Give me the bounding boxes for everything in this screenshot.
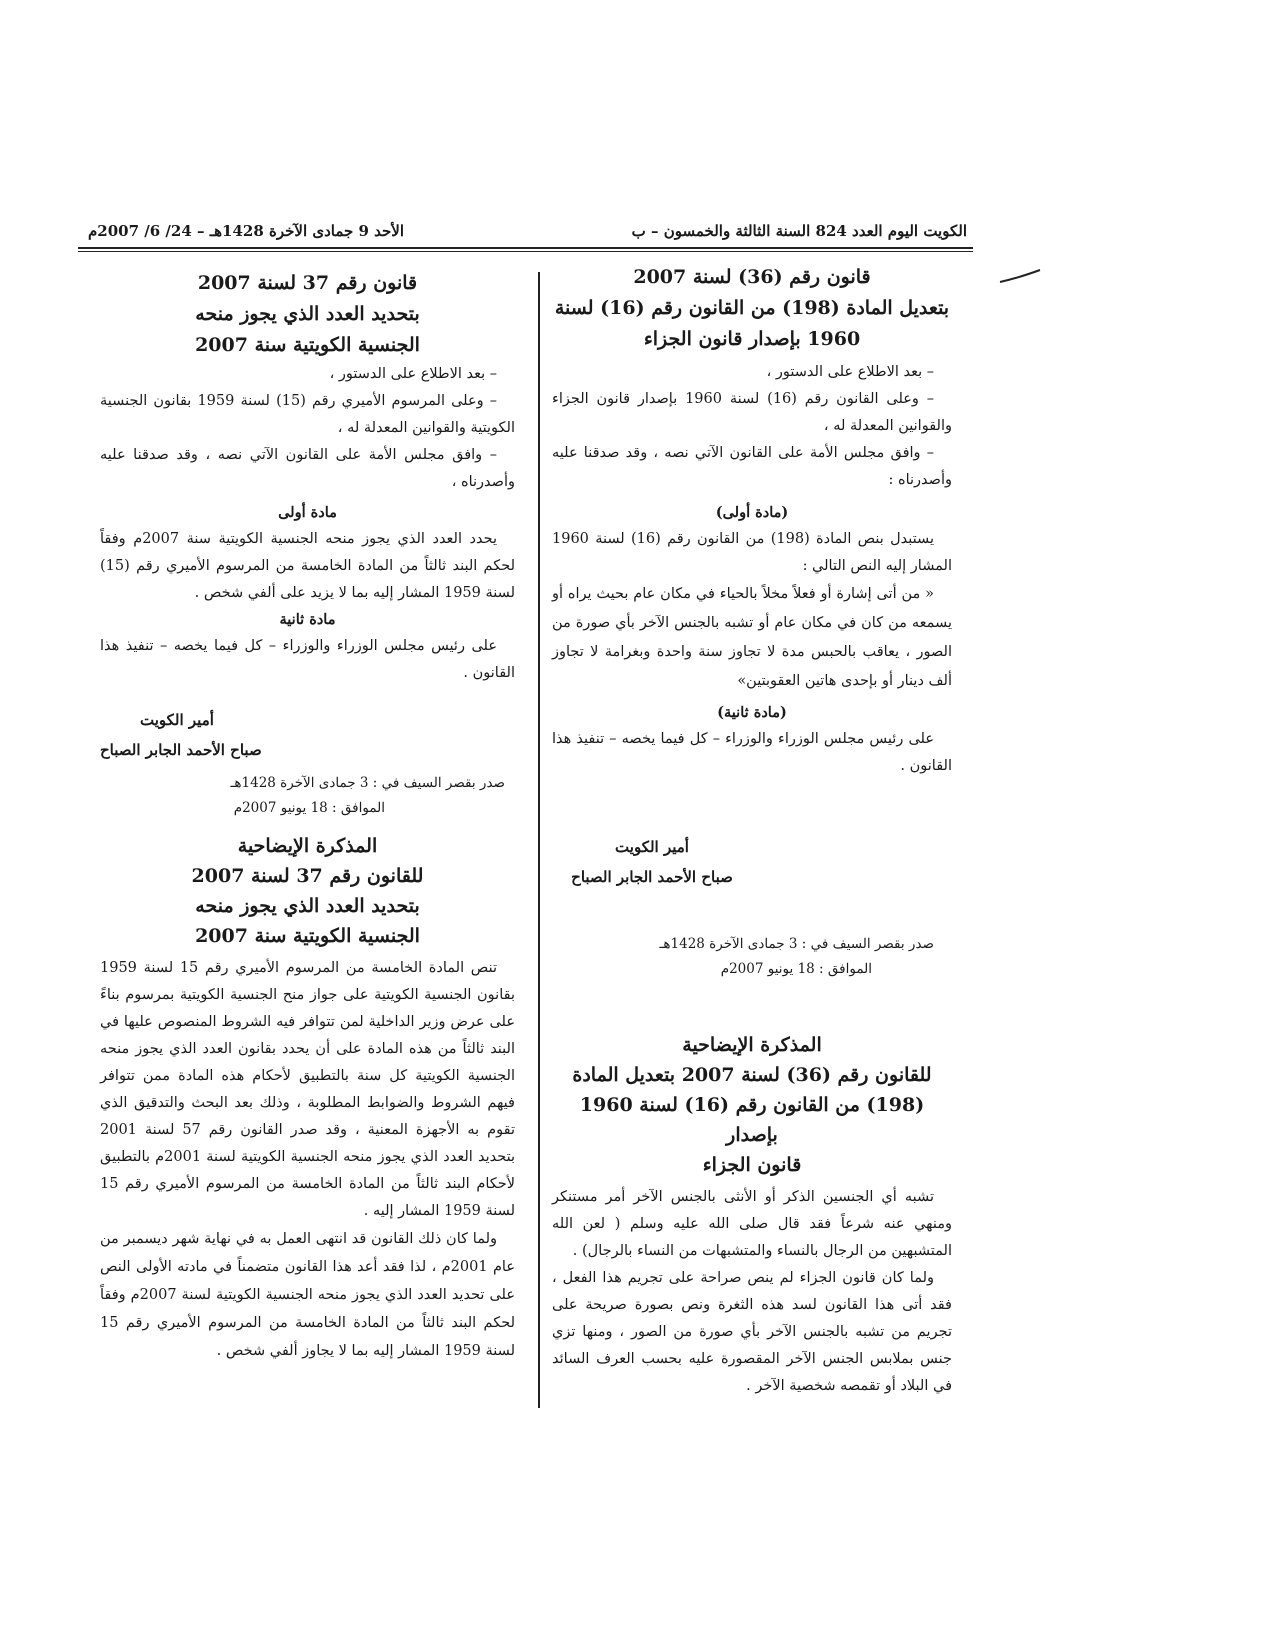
header-issue-info: الكويت اليوم العدد 824 السنة الثالثة والخمسون – ب xyxy=(631,222,967,240)
law-36-title-line: بتعديل المادة (198) من القانون رقم (16) لسنة xyxy=(554,297,950,319)
preamble-item: – بعد الاطلاع على الدستور ، xyxy=(766,364,934,380)
issue-block xyxy=(552,932,952,982)
article-quote: « من أتى إشارة أو فعلاً مخلاً بالحياء في مكان عام بحيث يراه أو يسمعه من كان في مكان عام أو تشبه بالجنس الآخر بأي صورة من الصور ، يعاقب بالحبس مدة لا تجاوز سنة واحدة وبغرامة لا تجاوز ألف دينار أو بإحدى هاتين العقوبتين» xyxy=(552,586,952,689)
law-37-column xyxy=(100,268,515,1365)
memo-title-line: قانون الجزاء xyxy=(702,1154,802,1176)
law-36-title-line: قانون رقم (36) لسنة 2007 xyxy=(633,266,871,288)
issued-at: صدر بقصر السيف في : 3 جمادى الآخرة 1428هـ xyxy=(659,936,934,952)
preamble-item: – وافق مجلس الأمة على القانون الآتي نصه ، وقد صدقنا عليه وأصدرناه ، xyxy=(100,447,515,490)
signature-block xyxy=(552,832,952,892)
preamble-item: – بعد الاطلاع على الدستور ، xyxy=(329,366,497,382)
issued-at: صدر بقصر السيف في : 3 جمادى الآخرة 1428هـ xyxy=(230,775,505,791)
emir-title: أمير الكويت xyxy=(615,838,689,856)
memo-title-line: الجنسية الكويتية سنة 2007 xyxy=(195,925,420,947)
column-divider xyxy=(538,272,540,1408)
article-text: يستبدل بنص المادة (198) من القانون رقم (16) لسنة 1960 المشار إليه النص التالي : xyxy=(552,531,952,574)
header-date: الأحد 9 جمادى الآخرة 1428هـ – 24/ 6/ 2007م xyxy=(88,222,405,240)
memo-paragraph: تنص المادة الخامسة من المرسوم الأميري رقم 15 لسنة 1959 بقانون الجنسية الكويتية على جواز منح الجنسية الكويتية بمرسوم بناءً على عرض وزير الداخلية لمن تتوافر فيه الشروط المنصوص عليها في البند ثالثاً من هذه المادة على أن يحدد بقانون العدد الذي يجوز منحه الجنسية الكويتية كل سنة بالتطبيق لأحكام هذه المادة ممن تتوافر فيهم الشروط والضوابط المطلوبة ، وذلك بعد البحث والتدقيق الذي تقوم به الأجهزة المعنية ، وقد صدر القانون رقم 57 لسنة 2001 بتحديد العدد الذي يجوز منحه الجنسية الكويتية لسنة 2001م بالتطبيق لأحكام البند ثالثاً من المادة الخامسة من المرسوم الأميري رقم 15 لسنة 1959 المشار إليه . xyxy=(100,960,515,1219)
article-heading: (مادة أولى) xyxy=(715,504,789,521)
preamble-item: – وعلى المرسوم الأميري رقم (15) لسنة 1959 بقانون الجنسية الكويتية والقوانين المعدلة له ، xyxy=(100,393,515,436)
preamble-item: – وافق مجلس الأمة على القانون الآتي نصه ، وقد صدقنا عليه وأصدرناه : xyxy=(552,445,952,488)
signature-block xyxy=(100,705,515,765)
article-heading: مادة ثانية xyxy=(279,611,336,628)
memo-title-line: المذكرة الإيضاحية xyxy=(237,835,378,857)
article-heading: مادة أولى xyxy=(278,504,337,521)
memo-title-line: للقانون رقم (36) لسنة 2007 بتعديل المادة xyxy=(572,1064,932,1086)
memo-title-line: (198) من القانون رقم (16) لسنة 1960 بإصدار xyxy=(579,1094,925,1146)
emir-name: صباح الأحمد الجابر الصباح xyxy=(571,868,733,886)
issue-block xyxy=(100,771,515,821)
law-36-column xyxy=(552,262,952,1400)
article-text: على رئيس مجلس الوزراء والوزراء – كل فيما يخصه – تنفيذ هذا القانون . xyxy=(552,731,952,774)
memo-title-line: المذكرة الإيضاحية xyxy=(682,1034,822,1056)
emir-name: صباح الأحمد الجابر الصباح xyxy=(100,741,262,759)
memo-paragraph: ولما كان ذلك القانون قد انتهى العمل به في نهاية شهر ديسمبر من عام 2001م ، لذا فقد أعد هذا القانون متضمناً في مادته الأولى النص على تحديد العدد الذي يجوز منحه الجنسية الكويتية لسنة 2007م وفقاً لحكم البند ثالثاً من المادة الخامسة من المرسوم الأميري رقم 15 لسنة 1959 المشار إليه بما لا يجاوز ألفي شخص . xyxy=(100,1231,515,1359)
header-rule xyxy=(78,247,973,249)
memo-title xyxy=(100,831,515,951)
article-text: يحدد العدد الذي يجوز منحه الجنسية الكويتية سنة 2007م وفقاً لحكم البند ثالثاً من المادة الخامسة من المرسوم الأميري رقم (15) لسنة 1959 المشار إليه بما لا يزيد على ألفي شخص . xyxy=(100,531,515,601)
memo-title xyxy=(552,1030,952,1180)
memo-title-line: بتحديد العدد الذي يجوز منحه xyxy=(195,895,420,917)
memo-paragraph: ولما كان قانون الجزاء لم ينص صراحة على تجريم هذا الفعل ، فقد أتى هذا القانون لسد هذه الثغرة ونص بصورة صريحة على تجريم من تشبه بالجنس الآخر بأي صورة من الصور ، ومنها تزي جنس بملابس الجنس الآخر المقصورة عليه بحسب العرف السائد في البلاد أو تقمصه شخصية الآخر . xyxy=(552,1270,952,1394)
law-37-title-line: بتحديد العدد الذي يجوز منحه xyxy=(195,303,420,325)
pen-mark-icon xyxy=(998,268,1042,286)
corresponding-date: الموافق : 18 يونيو 2007م xyxy=(233,800,385,816)
article-heading: (مادة ثانية) xyxy=(717,704,787,721)
law-37-title-line: قانون رقم 37 لسنة 2007 xyxy=(197,272,418,294)
law-36-title-line: 1960 بإصدار قانون الجزاء xyxy=(643,328,861,350)
header-rule-thin xyxy=(78,251,973,252)
emir-title: أمير الكويت xyxy=(140,711,214,729)
memo-title-line: للقانون رقم 37 لسنة 2007 xyxy=(191,865,424,887)
article-text: على رئيس مجلس الوزراء والوزراء – كل فيما يخصه – تنفيذ هذا القانون . xyxy=(100,638,515,681)
corresponding-date: الموافق : 18 يونيو 2007م xyxy=(720,961,872,977)
memo-paragraph: تشبه أي الجنسين الذكر أو الأنثى بالجنس الآخر أمر مستنكر ومنهي عنه شرعاً فقد قال صلى الله عليه وسلم ( لعن الله المتشبهين من الرجال بالنساء والمتشبهات من النساء بالرجال) . xyxy=(552,1189,952,1259)
preamble-item: – وعلى القانون رقم (16) لسنة 1960 بإصدار قانون الجزاء والقوانين المعدلة له ، xyxy=(552,391,952,434)
law-37-title-line: الجنسية الكويتية سنة 2007 xyxy=(195,334,420,356)
